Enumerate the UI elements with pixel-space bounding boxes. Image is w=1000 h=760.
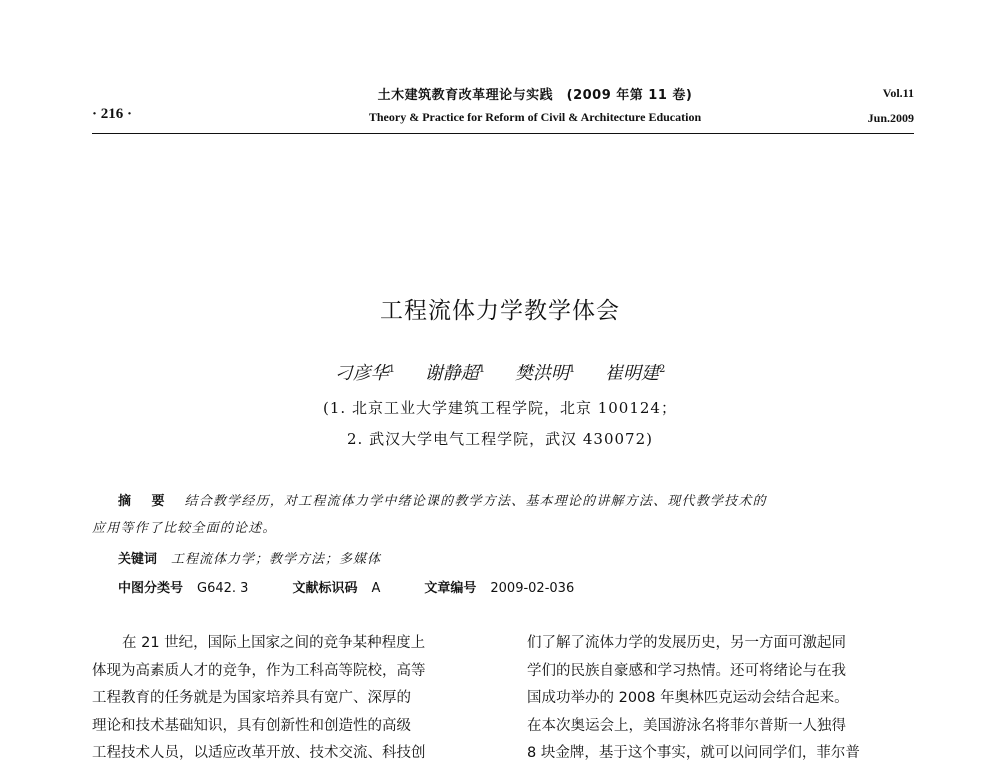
article-number-value: 2009-02-036 [490,581,575,596]
affiliation-mark: 2 [658,364,666,375]
author-list [0,359,1000,385]
clc-label: 中图分类号 [118,581,184,596]
abstract-text-line-1: 结合教学经历，对工程流体力学中绪论课的教学方法、基本理论的讲解方法、现代教学技术的 [184,494,767,509]
body-line: 在 21 世纪，国际上国家之间的竞争某种程度上 [122,635,426,651]
body-line: 国成功举办的 2008 年奥林匹克运动会结合起来。 [527,690,849,706]
body-line: 工程教育的任务就是为国家培养具有宽广、深厚的 [92,690,411,706]
document-code-value: A [371,581,381,596]
keywords [118,548,381,567]
body-column-right [527,630,919,760]
keywords-value: 工程流体力学；教学方法；多媒体 [171,552,382,567]
affiliation-mark: 1 [478,364,486,375]
journal-title-chinese: 土木建筑教育改革理论与实践 (2009 年第 11 卷) [377,88,693,103]
abstract [118,490,948,509]
body-line: 们了解了流体力学的发展历史，另一方面可激起同 [527,635,846,651]
journal-date: Jun.2009 [867,111,914,125]
author-name-text: 樊洪明 [514,363,569,384]
author-name-text: 崔明建 [604,363,659,384]
clc-value: G642. 3 [197,581,249,596]
body-line: 体现为高素质人才的竞争，作为工科高等院校，高等 [92,662,426,679]
author-name [335,359,395,385]
abstract-text-line-2: 应用等作了比较全面的论述。 [92,521,277,536]
body-line: 学们的民族自豪感和学习热情。还可将绪论与在我 [527,662,846,679]
article-title: 工程流体力学教学体会 [380,298,620,324]
author-name [515,359,575,385]
body-column-left [92,630,484,760]
journal-volume: Vol.11 [882,86,914,100]
author-name-text: 刁彦华 [334,363,389,384]
body-line: 工程技术人员，以适应改革开放、技术交流、科技创 [92,745,426,760]
author-name [605,359,665,385]
keywords-label: 关键词 [118,552,158,567]
article-number-label: 文章编号 [424,581,477,596]
body-line: 在本次奥运会上，美国游泳名将菲尔普斯一人独得 [527,717,846,734]
affiliation-mark: 1 [388,364,396,375]
body-line: 8 块金牌，基于这个事实，就可以问同学们，菲尔普 [527,745,860,760]
affiliation-mark: 1 [568,364,576,375]
abstract-label: 摘 要 [118,494,173,509]
classification-info [118,577,618,596]
body-line: 理论和技术基础知识，具有创新性和创造性的高级 [92,717,411,734]
affiliation-1: (1. 北京工业大学建筑工程学院，北京 100124； [323,399,677,417]
page-number: · 216 · [92,106,133,122]
author-name [425,359,485,385]
document-code-label: 文献标识码 [292,581,358,596]
affiliation-2: 2. 武汉大学电气工程学院，武汉 430072) [347,430,653,448]
header-divider [92,133,914,134]
journal-title-english: Theory & Practice for Reform of Civil & Architecture Education [368,110,702,124]
author-name-text: 谢静超 [424,363,479,384]
